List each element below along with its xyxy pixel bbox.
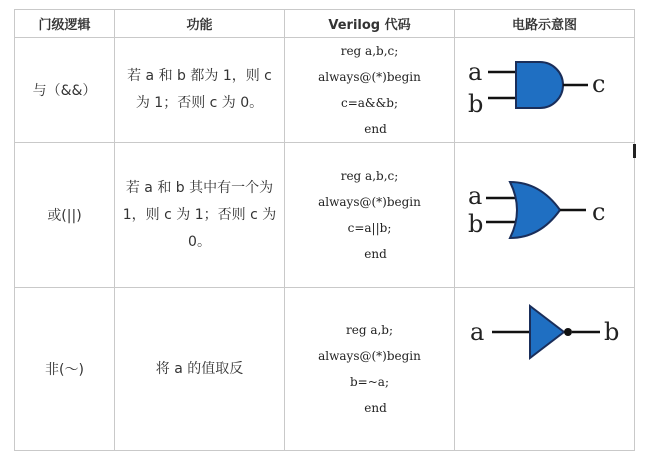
function-cell [115,143,285,288]
gate-name-not: 非(～) [45,362,84,378]
code-line: end [364,401,387,415]
function-line: 为 1；否则 c 为 0。 [135,95,264,111]
header-gate: 门级逻辑 [15,10,115,38]
header-function: 功能 [115,10,285,38]
table-row-or [15,143,635,288]
or-gate-diagram [460,170,630,260]
code-line: always@(*)begin [318,195,421,209]
code-line: always@(*)begin [318,70,421,84]
diagram-cell [455,288,635,451]
code-cell [285,143,455,288]
gate-name-and: 与（&&） [32,83,97,99]
code-line: c=a&&b; [340,96,399,110]
code-line: reg a,b; [345,323,394,337]
inverter-bubble-icon [564,328,572,336]
function-text-and [115,63,284,117]
output-label-b: b [603,318,619,346]
function-cell [115,288,285,451]
and-gate-icon [516,62,563,108]
code-cell [285,38,455,143]
and-gate-diagram [460,50,630,130]
code-cell [285,288,455,451]
table-header-row [15,10,635,38]
code-block-or [285,163,454,267]
diagram-cell [455,143,635,288]
gate-cell [15,38,115,143]
code-line: always@(*)begin [318,349,421,363]
code-block-not [285,317,454,421]
input-label-b: b [467,210,483,238]
function-line: 1，则 c 为 1；否则 c 为 [122,206,277,223]
gate-name-or: 或(||) [47,208,82,224]
output-label-c: c [591,198,605,226]
gate-cell [15,288,115,451]
function-line: 若 a 和 b 其中有一个为 [125,179,274,196]
code-block-and [285,38,454,142]
code-line: reg a,b,c; [340,44,399,58]
input-label-a: a [467,58,482,86]
function-line: 0。 [188,233,211,250]
function-text-or [115,175,284,256]
not-gate-diagram [460,294,630,374]
input-label-a: a [469,318,484,346]
code-line: c=a||b; [347,221,392,235]
or-gate-icon [510,182,560,238]
function-line: 将 a 的值取反 [155,360,244,377]
table-row-and [15,38,635,143]
diagram-cell [455,38,635,143]
header-diagram: 电路示意图 [455,10,635,38]
text-cursor-mark [633,144,636,158]
code-line: reg a,b,c; [340,169,399,183]
output-label-c: c [591,70,605,98]
code-line: end [364,122,387,136]
not-gate-icon [530,306,564,358]
function-text-not [115,356,284,383]
header-code: Verilog 代码 [285,10,455,38]
code-line: b=~a; [350,375,389,389]
input-label-b: b [467,90,483,118]
code-line: end [364,247,387,261]
logic-gate-table [14,9,635,451]
function-line: 若 a 和 b 都为 1，则 c [127,68,272,84]
table-row-not [15,288,635,451]
gate-cell [15,143,115,288]
function-cell [115,38,285,143]
input-label-a: a [467,182,482,210]
